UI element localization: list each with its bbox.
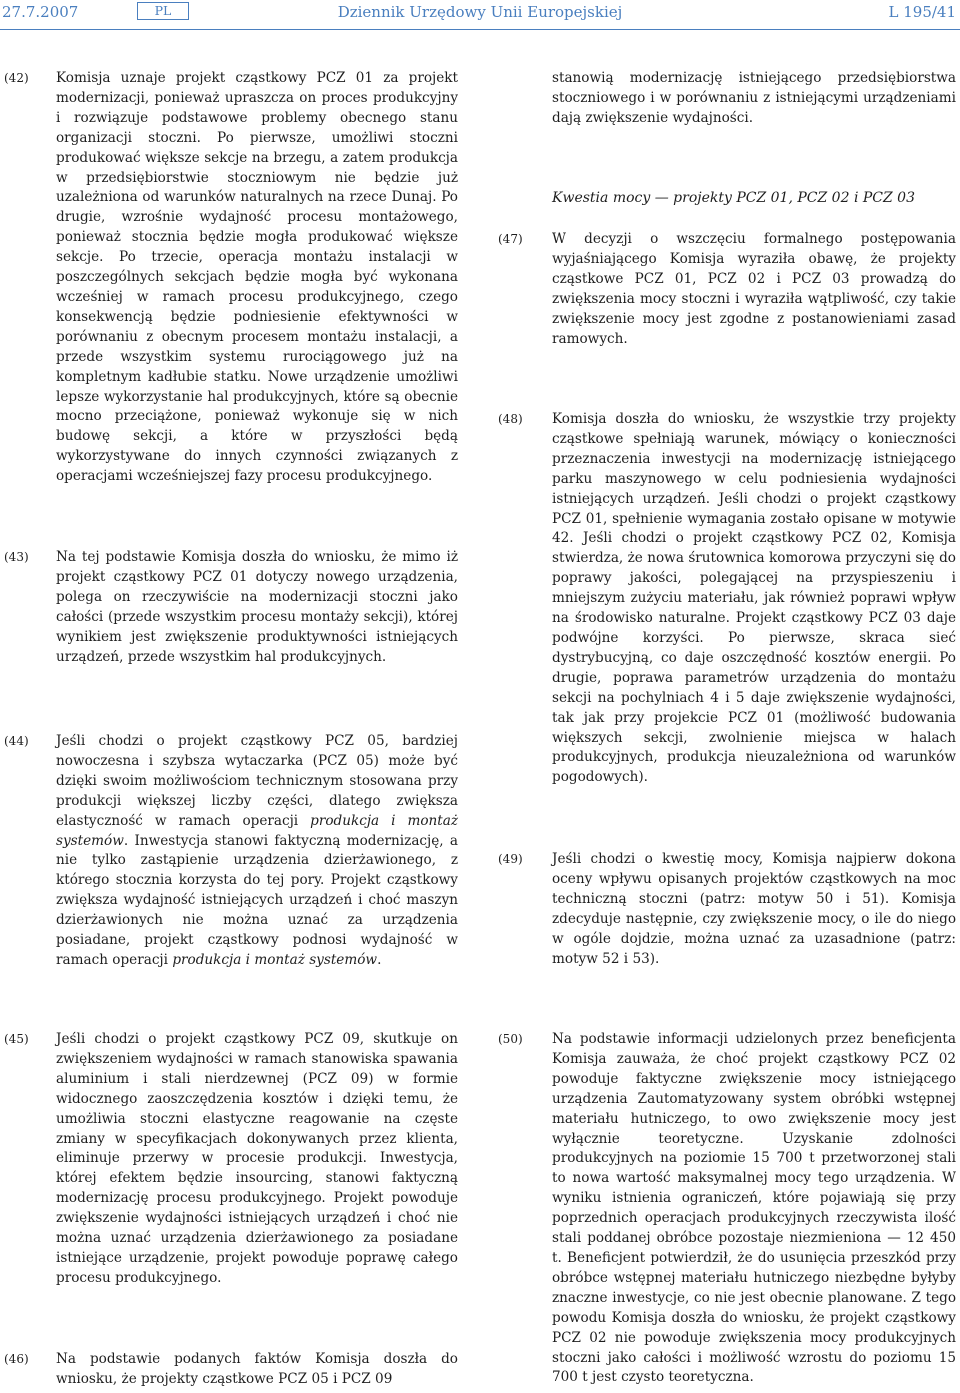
italic-term: produkcja i montaż systemów [172,951,378,968]
page-reference: L 195/41 [888,3,956,21]
paragraph-text: W decyzji o wszczęciu formalnego postępowania wyjaśniającego Komisja wyraziła obawę, że projekty cząstkowe PCZ 01, PCZ 02 i PCZ 03 prowadzą do zwiększenia mocy stoczni i wyraziła wątpliwość, czy takie zwiększenie mocy jest zgodne z postanowieniami zasad ramowych. [552,231,956,347]
paragraph-text: Jeśli chodzi o projekt cząstkowy PCZ 09, skutkuje on zwiększeniem wydajności w ramach stanowiska spawania aluminium i stali nierdzewnej (PCZ 09) w formie widocznego zaoszczędzenia kosztów i dzięki temu, że umożliwia stoczni elastyczne reagowanie na częste zmiany w specyfikacjach dokonywanych przez klienta, eliminuje przerwy w procesie produkcji. Inwestycja, której efektem będzie insourcing, stanowi faktyczną modernizację procesu produkcyjnego. Projekt powoduje zwiększenie wydajności istniejących urządzeń i choć nie można uznać urządzenia dzierżawionego za posiadane istniejące urządzenie, projekt powoduje poprawę całego procesu produkcyjnego. [56,1031,458,1286]
paragraph-text: Jeśli chodzi o kwestię mocy, Komisja najpierw dokona oceny wpływu opisanych projektów cząstkowych na moc techniczną stoczni (patrz: motyw 50 i 51). Komisja zdecyduje następnie, czy zwiększenie mocy, o ile do niego w ogóle dojdzie, można uznać za uzasadnione (patrz: motyw 52 i 53). [552,851,956,967]
paragraph-number: (42) [4,71,29,85]
paragraph-number: (48) [498,412,523,426]
paragraph-text: stanowią modernizację istniejącego przedsiębiorstwa stoczniowego i w porównaniu z istniejącymi urządzeniami dają zwiększenie wydajności. [552,70,956,126]
paragraph-number: (50) [498,1032,523,1046]
paragraph-number: (49) [498,852,523,866]
publication-date: 27.7.2007 [2,3,79,21]
journal-title: Dziennik Urzędowy Unii Europejskiej [337,3,623,21]
paragraph-text [56,732,458,971]
paragraph-number: (47) [498,232,523,246]
text-segment: . [377,951,382,968]
italic-term: produkcja i montaż systemów [56,812,459,849]
paragraph-number: (44) [4,734,29,748]
paragraph-text: Na tej podstawie Komisja doszła do wniosku, że mimo iż projekt cząstkowy PCZ 01 dotyczy nowego urządzenia, polega on rzeczywiście na modernizacji stoczni jako całości (przede wszystkim procesu montaży sekcji), której wynikiem jest zwiększenie produktywności istniejących urządzeń, przede wszystkim hal produkcyjnych. [56,549,458,665]
text-segment: Jeśli chodzi o projekt cząstkowy PCZ 05, bardziej nowoczesna i szybsza wytaczarka (PCZ 05) może być dzięki swoim możliwościom technicznym stosowana przy produkcji większej liczby części, dlatego zwiększa elastyczność w ramach operacji [56,733,458,829]
text-segment: . Inwestycja stanowi faktyczną modernizację, a nie tylko zastąpienie urządzenia dzierżawionego, z którego stocznia korzysta do tej pory. Projekt cząstkowy zwiększa wydajność istniejących urządzeń i choć maszyn dzierżawionych nie można uznać za urządzenia posiadane, projekt cząstkowy podnosi wydajność w ramach operacji [56,832,458,968]
paragraph-text: Komisja uznaje projekt cząstkowy PCZ 01 za projekt modernizacji, ponieważ upraszcza on proces produkcyjny i rozwiązuje podstawowe problemy obecnego stanu organizacji stoczni. Po pierwsze, umożliwi stoczni produkować większe sekcje na brzegu, a zatem produkcja w przedsiębiorstwie stoczniowym nie będzie już uzależniona od warunków naturalnych na rzece Dunaj. Po drugie, wzrośnie wydajność procesu montażowego, ponieważ stocznia będzie mogła produkować większe sekcje. Po trzecie, operacja montażu instalacji w poszczególnych sekcjach będzie mogła być wykonana wcześniej w ramach procesu produkcyjnego, czego konsekwencją będzie podniesienie efektywności w porównaniu z obecnym procesem montażu instalacji, a przede wszystkim systemu rurociągowego już na kompletnym kadłubie statku. Nowe urządzenie umożliwi lepsze wykorzystanie hal produkcyjnych, które są obecnie mocno przeciążone, ponieważ wykonuje się w nich budowę sekcji, a które w przyszłości będą wykorzystywane do innych czynności związanych z operacjami wcześniejszej fazy procesu produkcyjnego. [56,70,458,485]
language-badge: PL [137,2,189,20]
paragraph-number: (43) [4,550,29,564]
paragraph-number: (45) [4,1032,29,1046]
paragraph-number: (46) [4,1352,29,1366]
paragraph-text: Komisja doszła do wniosku, że wszystkie trzy projekty cząstkowe spełniają warunek, mówiący o konieczności przeznaczenia inwestycji na modernizację istniejącego parku maszynowego w celu podniesienia wydajności istniejących urządzeń. Jeśli chodzi o projekt cząstkowy PCZ 01, spełnienie wymagania zostało opisane w motywie 42. Jeśli chodzi o projekt cząstkowy PCZ 02, Komisja stwierdza, że nowa śrutownica komorowa przyczyni się do poprawy jakości, polegającej na przyspieszeniu i mniejszym zużyciu materiału, jak również poprawi wpływ na środowisko naturalne. Projekt cząstkowy PCZ 03 daje podwójne korzyści. Po pierwsze, skraca sieć dystrybucyjną, co daje oszczędność kosztów energii. Po drugie, poprawa parametrów urządzenia do montażu sekcji na pochylniach 4 i 5 daje zwiększenie wydajności, tak jak przy projekcie PCZ 01 (możliwość budowania większych sekcji, zwolnienie miejsca w halach produkcyjnych, produkcja nieuzależniona od warunków pogodowych). [552,411,956,786]
paragraph-text: Na podstawie informacji udzielonych przez beneficjenta Komisja zauważa, że choć projekt cząstkowy PCZ 02 powoduje faktyczne zwiększenie mocy istniejącego urządzenia Zautomatyzowany system obróbki wstępnej materiału hutniczego, to owo zwiększenie mocy jest wyłącznie teoretyczne. Uzyskanie zdolności produkcyjnych na poziomie 15 700 t przetworzonej stali to nowa wartość maksymalnej mocy tego urządzenia. W wyniku istnienia ograniczeń, które pojawiają się przy poprzednich operacjach produkcyjnych rzeczywista ilość stali poddanej obróbce pozostaje niezmieniona — 12 450 t. Beneficjent potwierdził, że do usunięcia przeszkód przy obróbce wstępnej materiału hutniczego niezbędne byłyby znaczne inwestycje, co nie jest obecnie planowane. Z tego powodu Komisja doszła do wniosku, że projekt cząstkowy PCZ 02 nie powoduje zwiększenia mocy produkcyjnych stoczni jako całości i możliwość wzrostu do poziomu 15 700 t jest czysto teoretyczna. [552,1031,956,1386]
section-heading: Kwestia mocy — projekty PCZ 01, PCZ 02 i PCZ 03 [552,190,915,206]
page-header [0,0,960,30]
paragraph-text: Na podstawie podanych faktów Komisja doszła do wniosku, że projekty cząstkowe PCZ 05 i PCZ 09 [56,1351,458,1387]
header-rule [0,29,960,30]
